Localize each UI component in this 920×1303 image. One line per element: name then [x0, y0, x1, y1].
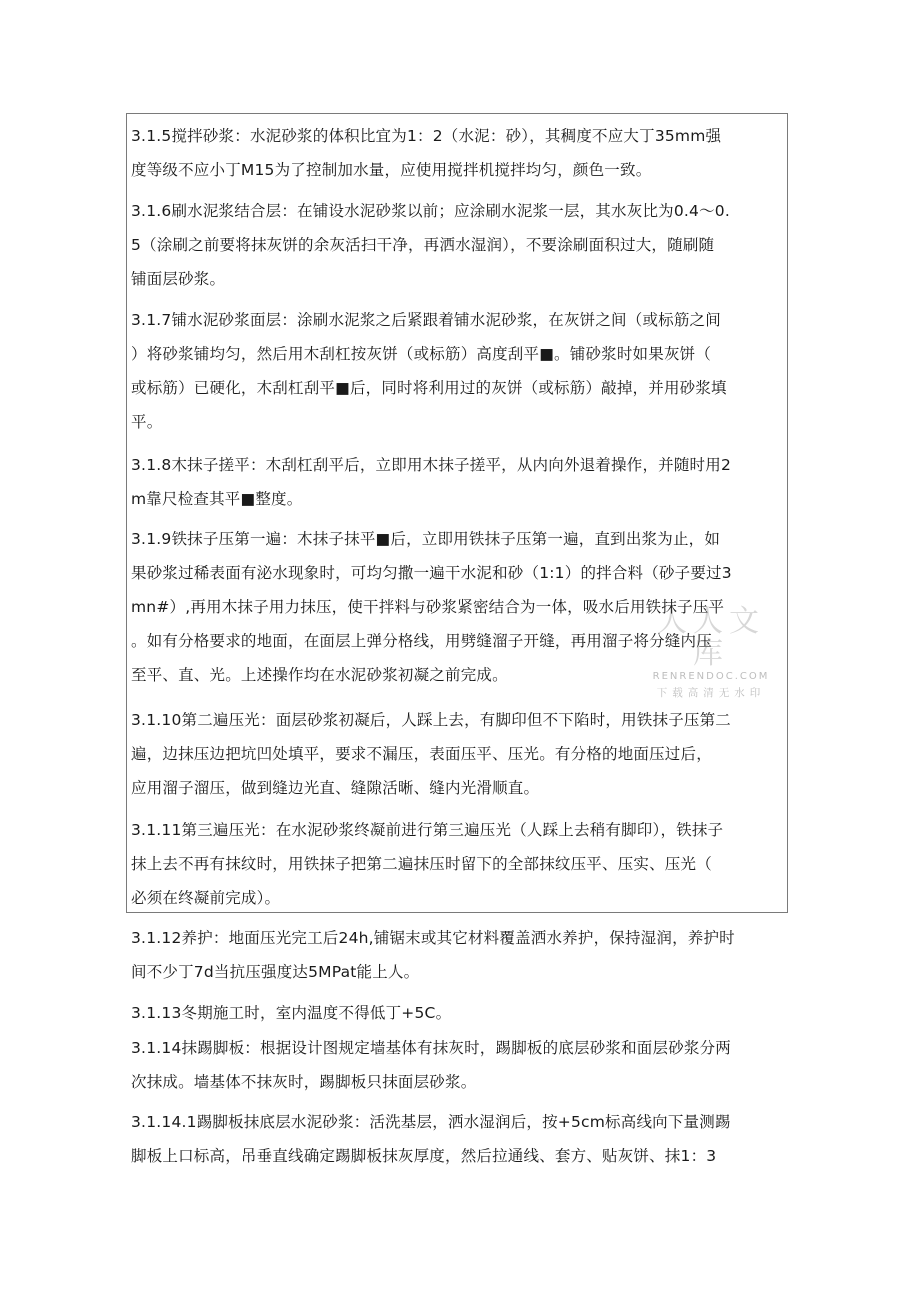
paragraph-3-1-10: 3.1.10第二遍压光：面层砂浆初凝后，人踩上去，有脚印但不下陷时，用铁抹子压第二 遍，边抹压边把坑凹处填平，要求不漏压，表面压平、压光。有分格的地面压过后， 应用溜子溜压，做到缝边光直、缝隙活晰、缝内光滑顺直。 — [131, 711, 732, 797]
paragraph-3-1-12: 3.1.12养护：地面压光完工后24h,铺锯末或其它材料覆盖洒水养护，保持湿润，养护时 间不少丁7d当抗压强度达5MPat能上人。 — [131, 929, 735, 981]
paragraph-3-1-14: 3.1.14抹踢脚板：根据设计图规定墙基体有抹灰时，踢脚板的底层砂浆和面层砂浆分两 次抹成。墙基体不抹灰时，踢脚板只抹面层砂浆。 — [131, 1039, 732, 1091]
watermark-brand: 人人文库 — [657, 604, 765, 671]
paragraph-3-1-14-1: 3.1.14.1踢脚板抹底层水泥砂浆：活洗基层，洒水湿润后，按+5cm标高线向下量测踢 脚板上口标高，吊垂直线确定踢脚板抹灰厚度，然后拉通线、套方、贴灰饼、抹1：3 — [131, 1113, 731, 1165]
paragraph-3-1-6: 3.1.6刷水泥浆结合层：在铺设水泥砂浆以前；应涂刷水泥浆一层，其水灰比为0.4〜0. 5（涂刷之前要将抹灰饼的余灰活扫干净，再洒水湿润），不要涂刷面积过大，随刷随 铺面层砂浆。 — [131, 202, 730, 288]
paragraph-3-1-8: 3.1.8木抹子搓平：木刮杠刮平后，立即用木抹子搓平，从内向外退着操作，并随时用2 m靠尺检查其平■整度。 — [131, 456, 732, 508]
paragraph-3-1-5: 3.1.5搅拌砂浆：水泥砂浆的体积比宜为1：2（水泥：砂），其稠度不应大丁35mm强 度等级不应小丁M15为了控制加水量，应使用搅拌机搅拌均匀，颜色一致。 — [131, 127, 722, 179]
paragraph-3-1-13: 3.1.13冬期施工时，室内温度不得低丁+5C。 — [131, 1004, 452, 1022]
watermark-site: RENRENDOC.COM — [652, 671, 770, 682]
paragraph-3-1-7: 3.1.7铺水泥砂浆面层：涂刷水泥浆之后紧跟着铺水泥砂浆，在灰饼之间（或标筋之间 ）将砂浆铺均匀，然后用木刮杠按灰饼（或标筋）高度刮平■。铺砂浆时如果灰饼（ 或标筋）已硬化，木刮杠刮平■后，同时将利用过的灰饼（或标筋）敲掉，并用砂浆填 平。 — [131, 311, 727, 431]
watermark-slogan: 下载高清无水印 — [656, 687, 766, 699]
paragraph-3-1-11: 3.1.11第三遍压光：在水泥砂浆终凝前进行第三遍压光（人踩上去稍有脚印），铁抹子 抹上去不再有抹纹时，用铁抹子把第二遍抹压时留下的全部抹纹压平、压实、压光（ 必须在终凝前完成）。 — [131, 821, 724, 907]
paragraph-3-1-9: 3.1.9铁抹子压第一遍：木抹子抹平■后，立即用铁抹子压第一遍，直到出浆为止，如 果砂浆过稀表面有泌水现象时，可均匀撒一遍干水泥和砂（1:1）的拌合料（砂子要过3 mn#）,再用木抹子用力抹压，使干拌料与砂浆紧密结合为一体，吸水后用铁抹子压平 。如有分格要求的地面，在面层上弹分格线，用劈缝溜子开缝，再用溜子将分缝内压 至平、直、光。上述操作均在水泥砂浆初凝之前完成。 — [131, 530, 732, 684]
